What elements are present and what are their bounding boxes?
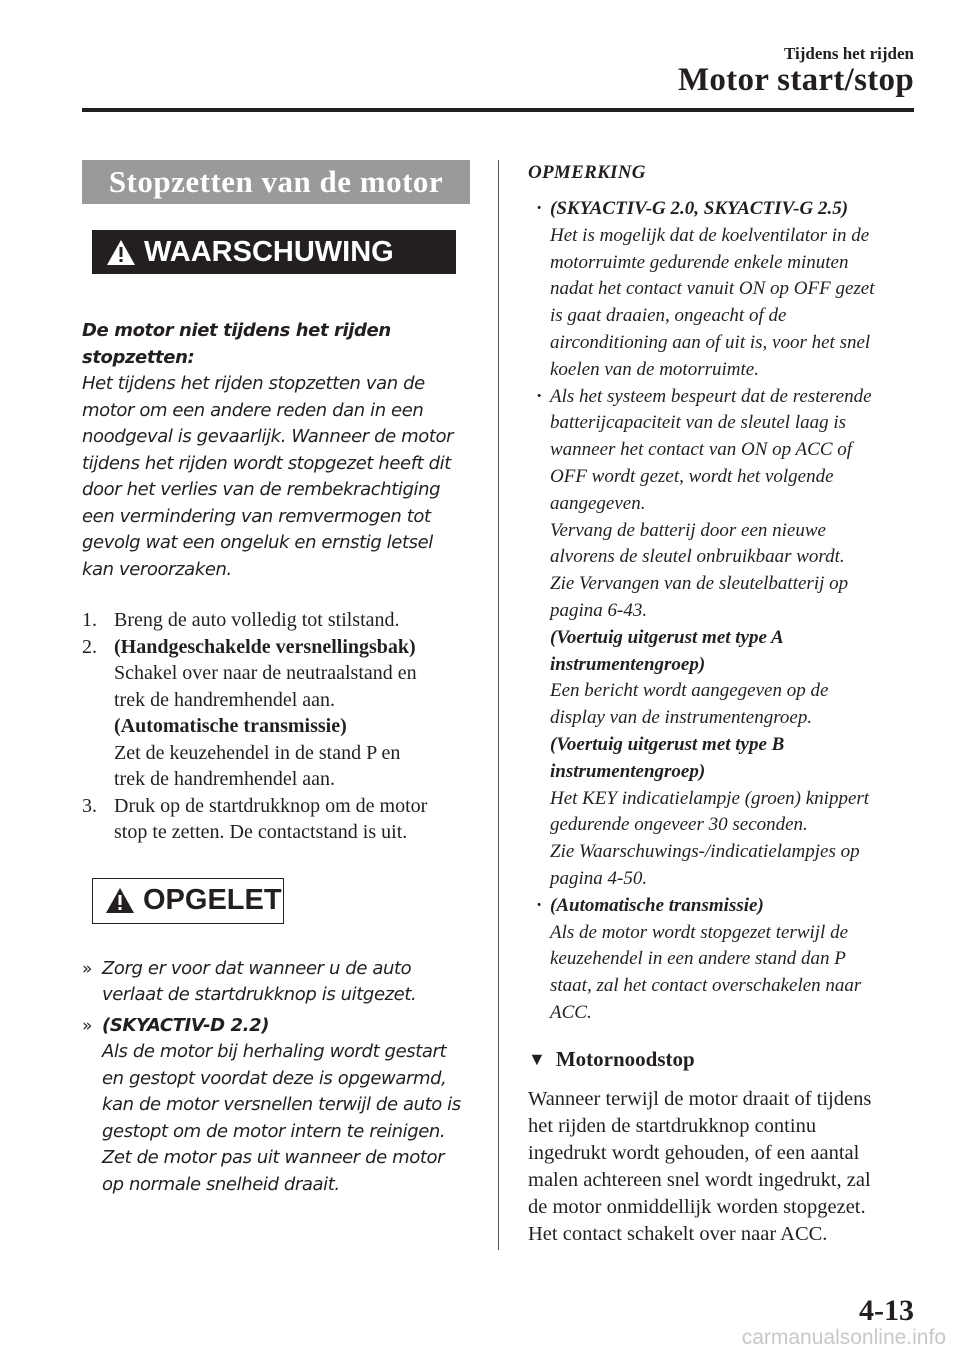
arrow-bullet-icon: » [82,1015,93,1036]
right-column [528,160,918,1248]
note-line: Het KEY indicatielampje (groen) knippert [550,787,870,809]
body-line: Wanneer terwijl de motor draait of tijdens [528,1087,872,1110]
running-header-title: Motor start/stop [677,62,914,98]
caution-bullet [82,956,472,1009]
warning-triangle-icon [106,239,136,266]
warning-line: gevolg wat een ongeluk en ernstig letsel [82,532,433,553]
note-line: Vervang de batterij door een nieuwe [550,519,826,541]
step-line: (Automatische transmissie) [114,715,347,737]
step-number: 1. [82,609,97,631]
step-line: stop te zetten. De contactstand is uit. [114,821,408,843]
caution-bullet-line: gestopt om de motor intern te reinigen. [102,1120,446,1142]
note-item [528,893,918,1027]
step-item [82,607,472,634]
caution-label: OPGELET [143,884,282,916]
page-number: 4-13 [859,1294,914,1327]
step-body [114,634,417,793]
warning-line: motor om een andere reden dan in een [82,399,424,421]
section-banner: Stopzetten van de motor [82,160,470,204]
note-line: display van de instrumentengroep. [550,707,813,729]
note-line: airconditioning aan of uit is, voor het snel [550,331,871,353]
warning-line: door het verlies van de rembekrachtiging [82,479,441,500]
note-line: motorruimte gedurende enkele minuten [550,251,849,273]
note-item [528,196,918,384]
note-list [528,196,918,1027]
note-item [528,384,918,893]
note-line: ACC. [550,1001,592,1023]
step-line: Breng de auto volledig tot stilstand. [114,609,400,631]
note-line: gedurende ongeveer 30 seconden. [550,814,808,836]
note-line: pagina 4-50. [550,867,648,889]
body-line: Het contact schakelt over naar ACC. [528,1222,828,1245]
caution-bullet-line: en gestopt voordat deze is opgewarmd, [102,1067,447,1089]
note-line: instrumentengroep) [550,760,706,782]
step-number: 3. [82,794,97,817]
caution-bullet-line: Als de motor bij herhaling wordt gestart [102,1041,447,1062]
triangle-down-icon: ▼ [528,1048,546,1069]
dot-bullet-icon: · [536,385,542,407]
step-line: trek de handremhendel aan. [114,688,336,711]
step-line: trek de handremhendel aan. [114,768,336,790]
caution-triangle-icon [105,887,135,914]
dot-bullet-icon: · [536,198,542,219]
caution-bullet-line: kan de motor versnellen terwijl de auto is [102,1094,461,1115]
caution-bullet-lead: (SKYACTIV-D 2.2) [102,1014,270,1036]
warning-label-box [92,230,456,274]
body-line: de motor onmiddellijk worden stopgezet. [528,1195,866,1218]
left-column [82,160,472,1202]
note-line: keuzehendel in een andere stand dan P [550,948,846,970]
watermark: carmanualsonline.info [741,1326,946,1349]
caution-bullet-line: Zet de motor pas uit wanneer de motor [102,1147,445,1168]
caution-bullet [82,1013,472,1199]
note-line: wanneer het contact van ON op ACC of [550,439,853,461]
note-line: Het is mogelijk dat de koelventilator in de [550,224,870,246]
note-line: aangegeven. [550,492,646,514]
note-body [550,196,875,384]
caution-label-box [92,878,284,924]
warning-line: kan veroorzaken. [82,558,232,580]
warning-line: een vermindering van remvermogen tot [82,505,431,527]
body-line: ingedrukt wordt gehouden, of een aantal [528,1141,860,1164]
caution-bullets [82,956,472,1199]
step-item [82,634,472,793]
note-line: Een bericht wordt aangegeven op de [550,680,829,702]
caution-bullet-body [102,956,416,1009]
subheading [528,1047,918,1072]
note-title: OPMERKING [528,162,646,183]
note-body [550,384,872,893]
note-line: instrumentengroep) [550,653,706,675]
body-paragraph [528,1086,918,1248]
note-line: pagina 6-43. [550,599,648,621]
note-line: nadat het contact vanuit ON op OFF gezet [550,278,875,300]
step-body [114,607,400,634]
note-line: batterijcapaciteit van de sleutel laag is [550,412,847,434]
note-line: (SKYACTIV-G 2.0, SKYACTIV-G 2.5) [550,198,849,219]
note-line: Als de motor wordt stopgezet terwijl de [550,921,849,943]
arrow-bullet-icon: » [82,958,93,979]
note-line: alvorens de sleutel onbruikbaar wordt. [550,546,845,568]
step-line: Druk op de startdrukknop om de motor [114,794,428,817]
warning-line: tijdens het rijden wordt stopgezet heeft dit [82,452,451,474]
warning-text [82,318,472,583]
caution-bullet-line: op normale snelheid draait. [102,1173,340,1195]
dot-bullet-icon: · [536,894,542,916]
note-line: (Voertuig uitgerust met type A [550,626,784,648]
note-line: Als het systeem bespeurt dat de resterende [550,385,872,407]
column-divider [498,160,499,1250]
step-number: 2. [82,635,97,658]
note-line: is gaat draaien, ongeacht of de [550,305,787,327]
note-line: staat, zal het contact overschakelen naar [550,975,862,997]
note-line: (Voertuig uitgerust met type B [550,733,785,755]
warning-line: Het tijdens het rijden stopzetten van de [82,373,425,394]
subheading-text: Motornoodstop [555,1046,695,1071]
running-header-section: Tijdens het rijden [783,44,914,63]
step-line: Schakel over naar de neutraalstand en [114,662,417,684]
note-line: koelen van de motorruimte. [550,358,759,380]
note-line: Zie Waarschuwings-/indicatielampjes op [550,841,860,863]
warning-line: noodgeval is gevaarlijk. Wanneer de motor [82,426,454,447]
note-line: OFF wordt gezet, wordt het volgende [550,465,834,487]
warning-lead: De motor niet tijdens het rijden stopzetten: [82,320,391,368]
header-rule [82,108,914,112]
note-line: (Automatische transmissie) [550,894,764,916]
step-line: Zet de keuzehendel in de stand P en [114,741,401,764]
note-body [550,893,861,1027]
body-line: het rijden de startdrukknop continu [528,1114,817,1137]
step-item [82,793,472,846]
caution-bullet-body [102,1013,461,1199]
steps-list [82,607,472,846]
caution-bullet-line: Zorg er voor dat wanneer u de auto [102,957,412,979]
caution-bullet-line: verlaat de startdrukknop is uitgezet. [102,984,417,1005]
step-body [114,793,427,846]
warning-label: WAARSCHUWING [144,235,394,268]
body-line: malen achtereen snel wordt ingedrukt, zal [528,1168,871,1191]
step-line: (Handgeschakelde versnellingsbak) [114,635,416,658]
note-line: Zie Vervangen van de sleutelbatterij op [550,573,849,595]
